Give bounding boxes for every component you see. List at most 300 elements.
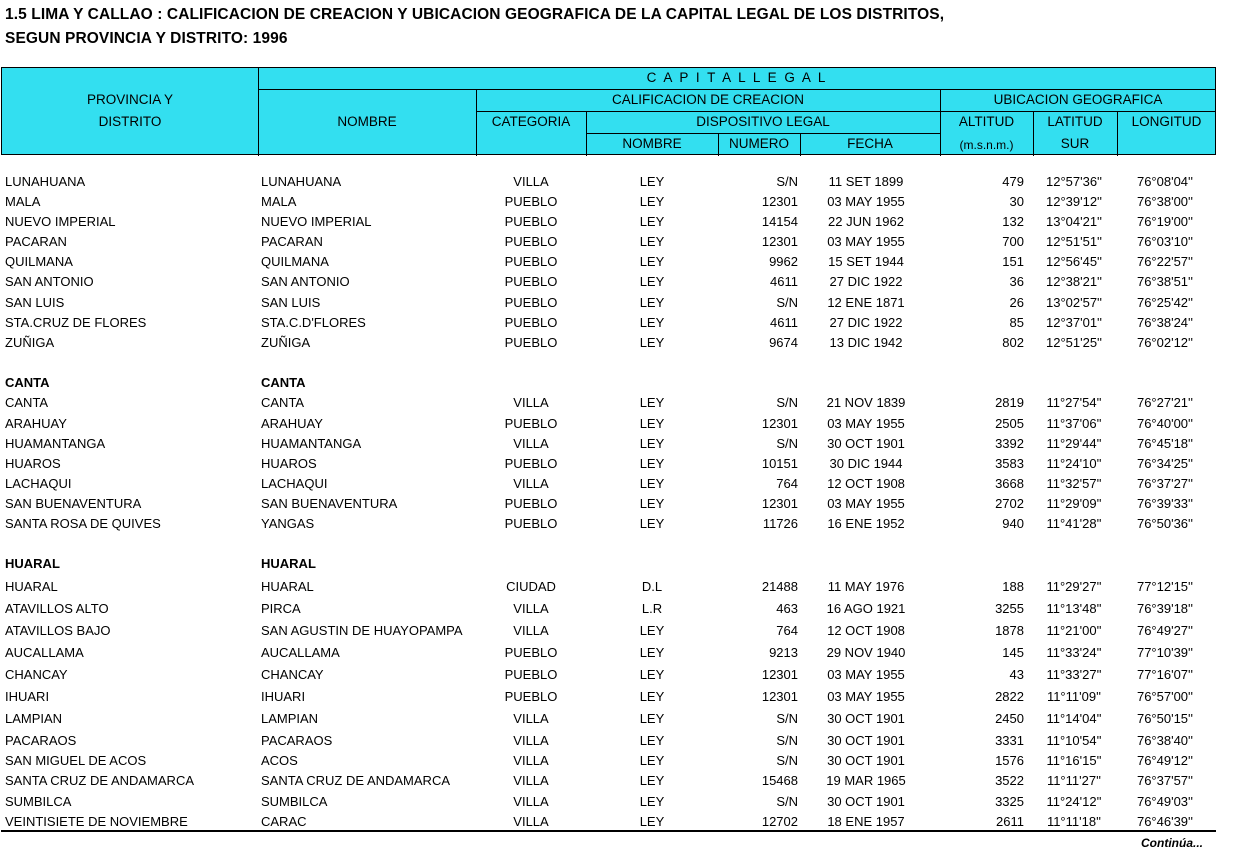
cell-d: SAN MIGUEL DE ACOS [5, 753, 147, 768]
cell-num: 10151 [761, 456, 798, 471]
table-row [0, 792, 1257, 812]
cell-lat: 11°14'04'' [1046, 711, 1102, 726]
cell-fecha: 29 NOV 1940 [826, 645, 906, 660]
cell-alt: 1878 [995, 623, 1024, 638]
cell-alt: 2450 [995, 711, 1024, 726]
table-bottom-rule [1, 830, 1216, 832]
cell-lat: 11°33'27'' [1046, 667, 1102, 682]
cell-num: S/N [776, 395, 798, 410]
cell-d: SAN BUENAVENTURA [5, 496, 142, 511]
cell-lat: 11°29'44'' [1046, 436, 1102, 451]
header-msnm: (m.s.n.m.) [959, 138, 1014, 152]
cell-cat: VILLA [513, 711, 549, 726]
table-row [0, 192, 1257, 212]
cell-d: IHUARI [5, 689, 50, 704]
cell-lon: 76°27'21'' [1136, 395, 1193, 410]
cell-cat: PUEBLO [504, 689, 558, 704]
cell-fecha: 11 SET 1899 [828, 174, 904, 189]
cell-num: 11726 [762, 516, 798, 531]
cell-num: 4611 [770, 315, 798, 330]
cell-alt: 2702 [995, 496, 1024, 511]
table-header [1, 67, 1216, 155]
header-nombre: NOMBRE [337, 114, 397, 129]
cell-d: VEINTISIETE DE NOVIEMBRE [5, 814, 188, 829]
cell-lat: 12°51'51'' [1045, 234, 1103, 249]
cell-lon: 76°02'12'' [1136, 335, 1193, 350]
table-row [0, 232, 1257, 252]
cell-cat: PUEBLO [504, 496, 558, 511]
cell-fecha: 16 AGO 1921 [826, 601, 906, 616]
cell-fecha: 03 MAY 1955 [827, 496, 905, 511]
cell-lon: 76°38'00'' [1136, 194, 1193, 209]
table-row [0, 172, 1257, 192]
section-row [0, 373, 1257, 393]
cell-cat: VILLA [513, 814, 549, 829]
cell-fecha: 12 OCT 1908 [827, 623, 905, 638]
cell-cat: PUEBLO [504, 194, 558, 209]
cell-disp: LEY [639, 794, 665, 809]
cell-num: S/N [776, 753, 798, 768]
cell-fecha: 13 DIC 1942 [829, 335, 903, 350]
cell-fecha: 03 MAY 1955 [827, 667, 905, 682]
cell-d: HUARAL [5, 556, 60, 571]
cell-disp: LEY [639, 194, 665, 209]
cell-lat: 12°51'25'' [1045, 335, 1103, 350]
table-row [0, 687, 1257, 707]
cell-d: HUAMANTANGA [5, 436, 106, 451]
header-ubicacion: UBICACION GEOGRAFICA [993, 92, 1163, 107]
cell-num: S/N [776, 711, 798, 726]
cell-lon: 76°50'36'' [1136, 516, 1193, 531]
header-disp-fecha: FECHA [847, 136, 893, 151]
cell-lon: 76°37'27'' [1136, 476, 1193, 491]
header-latitud: LATITUD [1047, 114, 1103, 129]
header-categoria: CATEGORIA [491, 114, 571, 129]
cell-alt: 3325 [995, 794, 1024, 809]
cell-cat: PUEBLO [504, 645, 558, 660]
cell-alt: 132 [1002, 214, 1024, 229]
cell-lon: 77°16'07'' [1136, 667, 1193, 682]
cell-alt: 1576 [995, 753, 1024, 768]
cell-lon: 76°34'25'' [1136, 456, 1193, 471]
cell-n: SAN LUIS [261, 295, 321, 310]
cell-fecha: 16 ENE 1952 [827, 516, 905, 531]
table-row [0, 272, 1257, 292]
cell-alt: 479 [1002, 174, 1024, 189]
cell-num: 764 [776, 476, 798, 491]
cell-lon: 76°50'15'' [1136, 711, 1193, 726]
cell-fecha: 11 MAY 1976 [827, 579, 905, 594]
header-longitud: LONGITUD [1131, 114, 1202, 129]
cell-cat: VILLA [513, 436, 549, 451]
cell-d: CANTA [5, 375, 50, 390]
cell-alt: 3522 [995, 773, 1024, 788]
cell-n: PIRCA [261, 601, 301, 616]
cell-n: CHANCAY [261, 667, 324, 682]
cell-lon: 77°12'15'' [1136, 579, 1193, 594]
cell-d: SANTA ROSA DE QUIVES [5, 516, 161, 531]
cell-d: SANTA CRUZ DE ANDAMARCA [5, 773, 195, 788]
cell-alt: 85 [1009, 315, 1024, 330]
header-capital-legal: C A P I T A L L E G A L [646, 70, 828, 85]
cell-d: SAN LUIS [5, 295, 65, 310]
cell-cat: VILLA [513, 476, 549, 491]
cell-fecha: 30 DIC 1944 [829, 456, 903, 471]
cell-n: PACARAN [261, 234, 323, 249]
cell-lat: 11°11'09'' [1046, 689, 1102, 704]
cell-fecha: 19 MAR 1965 [826, 773, 906, 788]
cell-disp: LEY [639, 416, 665, 431]
cell-cat: VILLA [513, 623, 549, 638]
cell-num: S/N [776, 174, 798, 189]
cell-lon: 76°03'10'' [1136, 234, 1193, 249]
cell-disp: LEY [639, 254, 665, 269]
cell-num: 12702 [761, 814, 798, 829]
cell-disp: LEY [639, 496, 665, 511]
cell-n: HUARAL [261, 556, 316, 571]
cell-alt: 3392 [995, 436, 1024, 451]
cell-fecha: 27 DIC 1922 [829, 315, 903, 330]
cell-num: S/N [776, 436, 798, 451]
cell-d: HUARAL [5, 579, 58, 594]
cell-disp: LEY [639, 689, 665, 704]
cell-lat: 11°11'18'' [1046, 814, 1102, 829]
cell-fecha: 30 OCT 1901 [827, 794, 905, 809]
cell-lon: 76°22'57'' [1136, 254, 1193, 269]
cell-cat: PUEBLO [504, 254, 558, 269]
table-row [0, 393, 1257, 413]
cell-alt: 36 [1009, 274, 1024, 289]
cell-fecha: 18 ENE 1957 [827, 814, 905, 829]
cell-d: ATAVILLOS BAJO [5, 623, 111, 638]
cell-d: NUEVO IMPERIAL [5, 214, 116, 229]
cell-lat: 11°32'57'' [1046, 476, 1102, 491]
cell-lon: 76°49'27'' [1136, 623, 1193, 638]
header-disp-numero: NUMERO [729, 136, 789, 151]
cell-fecha: 03 MAY 1955 [827, 234, 905, 249]
cell-n: HUAROS [261, 456, 317, 471]
cell-disp: LEY [639, 753, 665, 768]
cell-lon: 76°25'42'' [1136, 295, 1193, 310]
cell-disp: LEY [639, 315, 665, 330]
cell-num: S/N [776, 794, 798, 809]
cell-d: LAMPIAN [5, 711, 63, 726]
cell-num: 9674 [769, 335, 798, 350]
cell-alt: 2819 [995, 395, 1024, 410]
cell-fecha: 03 MAY 1955 [827, 416, 905, 431]
header-sur: SUR [1060, 136, 1090, 151]
cell-disp: LEY [639, 733, 665, 748]
cell-d: CHANCAY [5, 667, 68, 682]
table-row [0, 474, 1257, 494]
cell-n: AUCALLAMA [261, 645, 340, 660]
cell-disp: LEY [639, 335, 665, 350]
cell-cat: PUEBLO [504, 516, 558, 531]
cell-alt: 3331 [995, 733, 1024, 748]
section-row [0, 554, 1257, 574]
cell-n: NUEVO IMPERIAL [261, 214, 372, 229]
cell-cat: PUEBLO [504, 456, 558, 471]
cell-alt: 940 [1002, 516, 1024, 531]
cell-fecha: 27 DIC 1922 [829, 274, 903, 289]
cell-alt: 145 [1002, 645, 1024, 660]
table-row [0, 751, 1257, 771]
cell-lon: 76°39'33'' [1136, 496, 1193, 511]
cell-cat: VILLA [513, 794, 549, 809]
cell-n: MALA [261, 194, 297, 209]
cell-n: SAN ANTONIO [261, 274, 350, 289]
cell-fecha: 12 OCT 1908 [827, 476, 905, 491]
header-disp-nombre: NOMBRE [622, 136, 682, 151]
cell-d: QUILMANA [5, 254, 73, 269]
header-altitud: ALTITUD [958, 114, 1015, 129]
cell-n: ACOS [261, 753, 298, 768]
cell-n: LUNAHUANA [261, 174, 342, 189]
cell-num: 21488 [761, 579, 798, 594]
cell-cat: PUEBLO [504, 335, 558, 350]
cell-alt: 151 [1002, 254, 1024, 269]
cell-disp: LEY [639, 214, 665, 229]
cell-fecha: 30 OCT 1901 [827, 733, 905, 748]
cell-lon: 76°08'04'' [1136, 174, 1193, 189]
cell-cat: PUEBLO [504, 234, 558, 249]
cell-d: HUAROS [5, 456, 61, 471]
cell-disp: LEY [639, 274, 665, 289]
cell-d: MALA [5, 194, 41, 209]
cell-cat: PUEBLO [504, 315, 558, 330]
cell-alt: 3583 [995, 456, 1024, 471]
cell-n: PACARAOS [261, 733, 333, 748]
table-row [0, 665, 1257, 685]
cell-alt: 2822 [995, 689, 1024, 704]
table-row [0, 454, 1257, 474]
cell-cat: VILLA [513, 753, 549, 768]
table-row [0, 577, 1257, 597]
cell-num: 9213 [769, 645, 798, 660]
cell-lat: 11°33'24'' [1046, 645, 1102, 660]
cell-d: CANTA [5, 395, 49, 410]
cell-n: LACHAQUI [261, 476, 328, 491]
cell-alt: 3255 [995, 601, 1024, 616]
cell-cat: CIUDAD [506, 579, 556, 594]
cell-num: S/N [776, 733, 798, 748]
cell-alt: 802 [1002, 335, 1024, 350]
cell-disp: LEY [639, 174, 665, 189]
cell-lon: 76°57'00'' [1136, 689, 1193, 704]
cell-fecha: 21 NOV 1839 [826, 395, 906, 410]
cell-disp: LEY [639, 476, 665, 491]
cell-lat: 11°21'00'' [1046, 623, 1102, 638]
table-row [0, 252, 1257, 272]
cell-d: STA.CRUZ DE FLORES [5, 315, 147, 330]
cell-n: QUILMANA [261, 254, 329, 269]
cell-d: ZUÑIGA [5, 335, 55, 350]
cell-num: 12301 [761, 689, 798, 704]
cell-d: LUNAHUANA [5, 174, 86, 189]
cell-lat: 12°56'45'' [1045, 254, 1103, 269]
cell-n: SANTA CRUZ DE ANDAMARCA [261, 773, 451, 788]
table-row [0, 414, 1257, 434]
cell-disp: LEY [639, 667, 665, 682]
cell-d: ATAVILLOS ALTO [5, 601, 109, 616]
table-row [0, 621, 1257, 641]
cell-alt: 700 [1002, 234, 1024, 249]
cell-num: 12301 [761, 194, 798, 209]
cell-d: SUMBILCA [5, 794, 72, 809]
cell-d: ARAHUAY [5, 416, 67, 431]
header-dispositivo: DISPOSITIVO LEGAL [696, 114, 830, 129]
cell-fecha: 15 SET 1944 [828, 254, 904, 269]
cell-alt: 26 [1009, 295, 1024, 310]
cell-lat: 11°37'06'' [1046, 416, 1102, 431]
cell-cat: PUEBLO [504, 295, 558, 310]
cell-lon: 77°10'39'' [1136, 645, 1193, 660]
cell-num: 12301 [761, 667, 798, 682]
cell-lon: 76°19'00'' [1136, 214, 1193, 229]
cell-lat: 11°29'27'' [1046, 579, 1102, 594]
table-row [0, 293, 1257, 313]
cell-lon: 76°45'18'' [1136, 436, 1193, 451]
table-row [0, 434, 1257, 454]
table-row [0, 313, 1257, 333]
table-row [0, 212, 1257, 232]
cell-lat: 11°13'48'' [1046, 601, 1102, 616]
cell-fecha: 12 ENE 1871 [827, 295, 905, 310]
cell-n: LAMPIAN [261, 711, 319, 726]
cell-lat: 12°39'12'' [1045, 194, 1103, 209]
cell-lon: 76°37'57'' [1136, 773, 1193, 788]
cell-fecha: 30 OCT 1901 [827, 711, 905, 726]
cell-disp: LEY [639, 456, 665, 471]
cell-d: SAN ANTONIO [5, 274, 94, 289]
continua-note: Continúa... [1141, 836, 1203, 850]
cell-lon: 76°39'18'' [1136, 601, 1193, 616]
table-row [0, 333, 1257, 353]
cell-d: PACARAN [5, 234, 67, 249]
cell-n: CANTA [261, 395, 305, 410]
table-row [0, 643, 1257, 663]
cell-fecha: 03 MAY 1955 [827, 689, 905, 704]
cell-n: SUMBILCA [261, 794, 328, 809]
cell-disp: LEY [639, 395, 665, 410]
cell-cat: PUEBLO [504, 667, 558, 682]
cell-disp: LEY [639, 814, 665, 829]
cell-cat: PUEBLO [504, 416, 558, 431]
table-row [0, 514, 1257, 534]
cell-lat: 11°27'54'' [1046, 395, 1102, 410]
cell-alt: 188 [1002, 579, 1024, 594]
cell-d: LACHAQUI [5, 476, 72, 491]
cell-num: 764 [776, 623, 798, 638]
cell-lat: 11°11'27'' [1046, 773, 1102, 788]
cell-lon: 76°38'51'' [1136, 274, 1193, 289]
cell-num: 14154 [761, 214, 798, 229]
cell-lat: 11°10'54'' [1046, 733, 1102, 748]
cell-cat: VILLA [513, 174, 549, 189]
cell-disp: LEY [639, 623, 665, 638]
cell-alt: 2611 [996, 814, 1024, 829]
cell-num: 9962 [769, 254, 798, 269]
cell-cat: PUEBLO [504, 274, 558, 289]
cell-disp: L.R [641, 601, 663, 616]
cell-lon: 76°38'24'' [1136, 315, 1193, 330]
cell-lon: 76°49'12'' [1136, 753, 1193, 768]
cell-alt: 43 [1009, 667, 1024, 682]
header-provincia-1: PROVINCIA Y [86, 92, 174, 107]
header-provincia-2: DISTRITO [98, 114, 162, 129]
cell-disp: LEY [639, 234, 665, 249]
cell-lat: 13°02'57'' [1045, 295, 1103, 310]
cell-n: YANGAS [261, 516, 315, 531]
cell-num: 12301 [761, 496, 798, 511]
cell-num: 15468 [761, 773, 798, 788]
cell-d: AUCALLAMA [5, 645, 84, 660]
cell-n: ARAHUAY [261, 416, 323, 431]
cell-lat: 12°57'36'' [1045, 174, 1103, 189]
title-line-2: SEGUN PROVINCIA Y DISTRITO: 1996 [5, 30, 288, 47]
cell-n: SAN AGUSTIN DE HUAYOPAMPA [261, 623, 463, 638]
table-row [0, 709, 1257, 729]
cell-lat: 11°29'09'' [1046, 496, 1102, 511]
cell-num: 12301 [761, 234, 798, 249]
cell-n: STA.C.D'FLORES [261, 315, 366, 330]
cell-lat: 11°41'28'' [1046, 516, 1102, 531]
cell-disp: LEY [639, 516, 665, 531]
cell-cat: VILLA [513, 773, 549, 788]
table-row [0, 812, 1257, 832]
cell-alt: 30 [1009, 194, 1024, 209]
cell-lon: 76°46'39'' [1136, 814, 1193, 829]
cell-num: S/N [776, 295, 798, 310]
cell-cat: VILLA [513, 395, 549, 410]
table-row [0, 494, 1257, 514]
cell-lat: 11°16'15'' [1046, 753, 1102, 768]
cell-n: ZUÑIGA [261, 335, 311, 350]
cell-fecha: 03 MAY 1955 [827, 194, 905, 209]
cell-n: CARAC [261, 814, 307, 829]
cell-lat: 11°24'12'' [1046, 794, 1102, 809]
cell-alt: 3668 [995, 476, 1024, 491]
cell-lon: 76°49'03'' [1136, 794, 1193, 809]
cell-alt: 2505 [995, 416, 1024, 431]
cell-disp: D.L [641, 579, 663, 594]
table-row [0, 771, 1257, 791]
cell-lat: 13°04'21'' [1045, 214, 1103, 229]
cell-d: PACARAOS [5, 733, 77, 748]
cell-num: 4611 [770, 274, 798, 289]
table-row [0, 731, 1257, 751]
cell-n: HUAMANTANGA [261, 436, 362, 451]
cell-lat: 12°38'21'' [1045, 274, 1103, 289]
cell-cat: VILLA [513, 601, 549, 616]
cell-lon: 76°38'40'' [1136, 733, 1193, 748]
cell-disp: LEY [639, 773, 665, 788]
cell-n: SAN BUENAVENTURA [261, 496, 398, 511]
title-line-1: 1.5 LIMA Y CALLAO : CALIFICACION DE CREACION Y UBICACION GEOGRAFICA DE LA CAPITAL LEGAL DE LOS DISTRITOS, [5, 6, 945, 23]
table-row [0, 599, 1257, 619]
cell-fecha: 30 OCT 1901 [827, 436, 905, 451]
cell-disp: LEY [639, 436, 665, 451]
cell-disp: LEY [639, 711, 665, 726]
cell-num: 463 [776, 601, 798, 616]
cell-lat: 12°37'01'' [1045, 315, 1103, 330]
cell-cat: PUEBLO [504, 214, 558, 229]
cell-lon: 76°40'00'' [1136, 416, 1193, 431]
header-calificacion: CALIFICACION DE CREACION [611, 92, 805, 107]
cell-num: 12301 [761, 416, 798, 431]
cell-n: HUARAL [261, 579, 314, 594]
cell-n: IHUARI [261, 689, 306, 704]
